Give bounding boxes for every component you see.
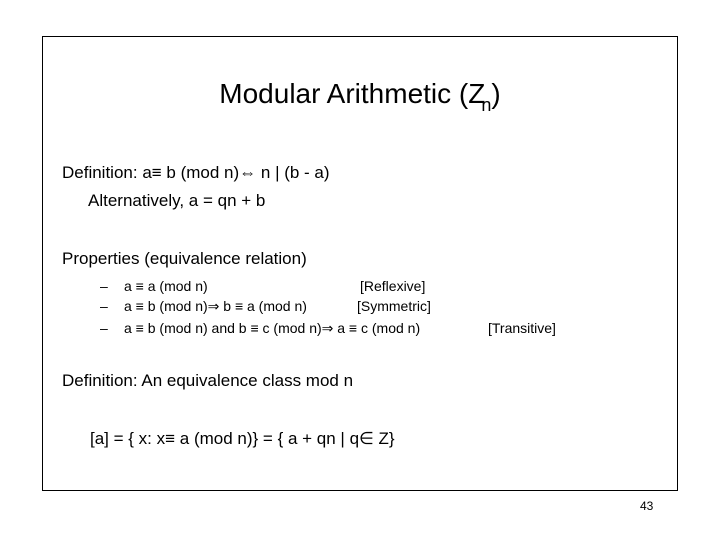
definition-1: Definition: a≡ b (mod n)⇔ n | (b - a) — [62, 163, 330, 182]
property-transitive-tag: [Transitive] — [488, 320, 556, 336]
bullet-dash: – — [100, 320, 108, 336]
property-transitive-text: a ≡ b (mod n) and b ≡ c (mod n)⇒ a ≡ c (mod n) — [124, 320, 421, 336]
definition-2: Definition: An equivalence class mod n — [62, 371, 354, 390]
slide-title — [0, 76, 720, 123]
title-close: ) — [491, 78, 501, 109]
page-number: 43 — [640, 499, 654, 513]
title-text: Modular Arithmetic (Z — [219, 78, 486, 109]
equivalence-class-formula: [a] = { x: x≡ a (mod n)} = { a + qn | q∈ Z} — [90, 429, 395, 448]
alternatively-line: Alternatively, a = qn + b — [88, 191, 266, 210]
bullet-dash: – — [100, 298, 108, 314]
property-symmetric-tag: [Symmetric] — [357, 298, 431, 314]
bullet-dash: – — [100, 278, 108, 294]
property-symmetric-text: a ≡ b (mod n)⇒ b ≡ a (mod n) — [124, 298, 307, 314]
title-subscript: n — [481, 95, 492, 115]
property-reflexive-text: a ≡ a (mod n) — [124, 278, 208, 294]
properties-heading: Properties (equivalence relation) — [62, 249, 307, 268]
property-reflexive-tag: [Reflexive] — [360, 278, 426, 294]
